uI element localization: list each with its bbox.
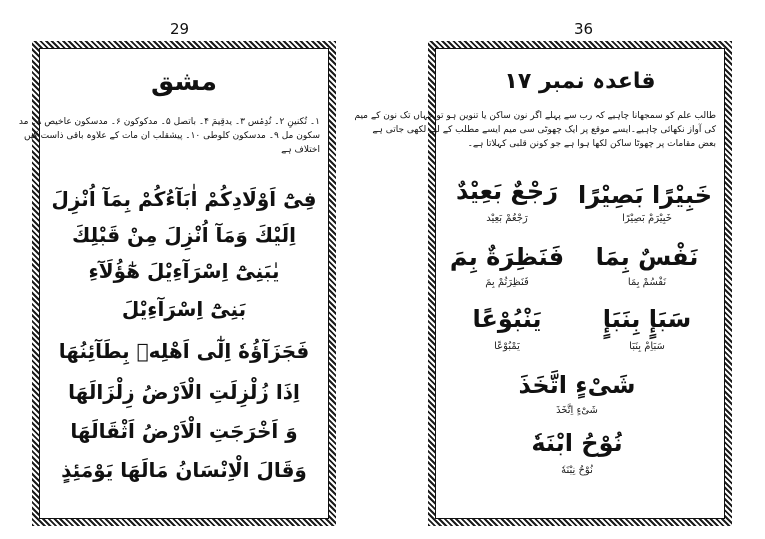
verse-line: وَقَالَ الْاِنْسَانُ مَالَهَا یَوْمَئِذٍ [61, 458, 307, 482]
example-word: نَفْسٌ بِمَا [595, 243, 699, 271]
left-page-frame [18, 41, 336, 526]
verse-line: اِذَا زُلْزِلَتِ الْاَرْضُ زِلْزَالَهَا [68, 380, 300, 404]
rule-note-line: کی آواز نکھائی چاہیے۔ایسے موقع پر ایک چھوٹی سی میم ایسے مطلب کے لیے لکھی جاتی ہے [372, 125, 716, 135]
rule-note-line: بعض مقامات پر چھوٹا ساکن لکھا ہوا ہے جو کونن قلبی کہلاتا ہے۔ [467, 139, 716, 149]
example-word: رَجْعٌ بَعِیْدٌ [455, 177, 559, 205]
note-line: اختلاف ہے [281, 145, 320, 155]
example-spelling: رَجْعُمْ بَعِیْد [486, 213, 528, 224]
verse-line: یٰبَنِیْٓ اِسْرَآءِیْلَ هٰٓؤُلَآءِ [88, 259, 280, 283]
note-line: ۱۔ تُکنینِ ۲۔ تُدِمٔس ۳۔ یدقِیمَ ۴۔ باتصل ۵۔ مدکوکون ۶۔ مدسکون عاخیص ۸۔ مد [18, 117, 320, 127]
verse-line: فِیْٓ اَوْلَادِکُمْ اٰبَآءُکُمْ بِمَآ اُنْزِلَ [51, 187, 317, 211]
verse-line: وَ اَخْرَجَتِ الْاَرْضُ اَثْقَالَهَا [70, 419, 298, 443]
example-word: فَنَظِرَةٌ بِمَ [449, 243, 565, 271]
example-spelling: نَفْسُمْ بِمَا [627, 277, 667, 288]
example-spelling: یَمْبُوْعًا [494, 341, 520, 352]
page-number-right: 36 [574, 20, 594, 38]
verse-line: فَجَزَآؤُهٗ اِلٰٓی اَهْلِهٖ بِطَآئِنُهَا [58, 339, 310, 363]
exercise-title: مشق [151, 67, 217, 97]
right-page-frame [354, 41, 732, 526]
example-word: سَبَإٍ بِنَبَإٍ [602, 305, 692, 333]
page-number-left: 29 [170, 20, 190, 38]
example-word: شَیْءٍ اتَّخَذَ [518, 371, 636, 399]
rule-note-line: طالب علم کو سمجھانا چاہیے کہ رب سے پہلے اگر نون ساکن یا تنوین ہو تو جہاں تک نون کے میم [354, 111, 716, 121]
example-spelling: فَنَظِرَتُمْ بِمَ [485, 277, 529, 288]
example-spelling: نُوْحُ نِبْنَهٗ [561, 465, 593, 476]
right-page-content [354, 48, 725, 519]
verse-line: اِلَیْكَ وَمَآ اُنْزِلَ مِنْ قَبْلِكَ [72, 223, 296, 247]
example-word: خَبِیْرًا بَصِیْرًا [577, 181, 712, 209]
example-word: یَنْبُوْعًا [472, 305, 542, 333]
example-spelling: سَبَاِمْ بِنَبَا [629, 341, 665, 352]
verse-line: بَنِیْٓ اِسْرَآءِیْلَ [121, 297, 247, 321]
example-word: نُوْحُ ابْنَهٗ [531, 429, 623, 457]
rule-title: قاعدہ نمبر ۱۷ [504, 69, 656, 94]
example-spelling: خَبِیْرَمْ بَصِیْرًا [622, 213, 672, 224]
note-line: سکون مل ۹۔ مدسکون کلوطی ۱۰۔ پیشقلب ان مات کے علاوہ باقی ذاست کیں [23, 131, 320, 141]
left-page-content [18, 48, 329, 519]
example-spelling: شَیْءٍ اِتَّخَذَ [556, 405, 598, 416]
